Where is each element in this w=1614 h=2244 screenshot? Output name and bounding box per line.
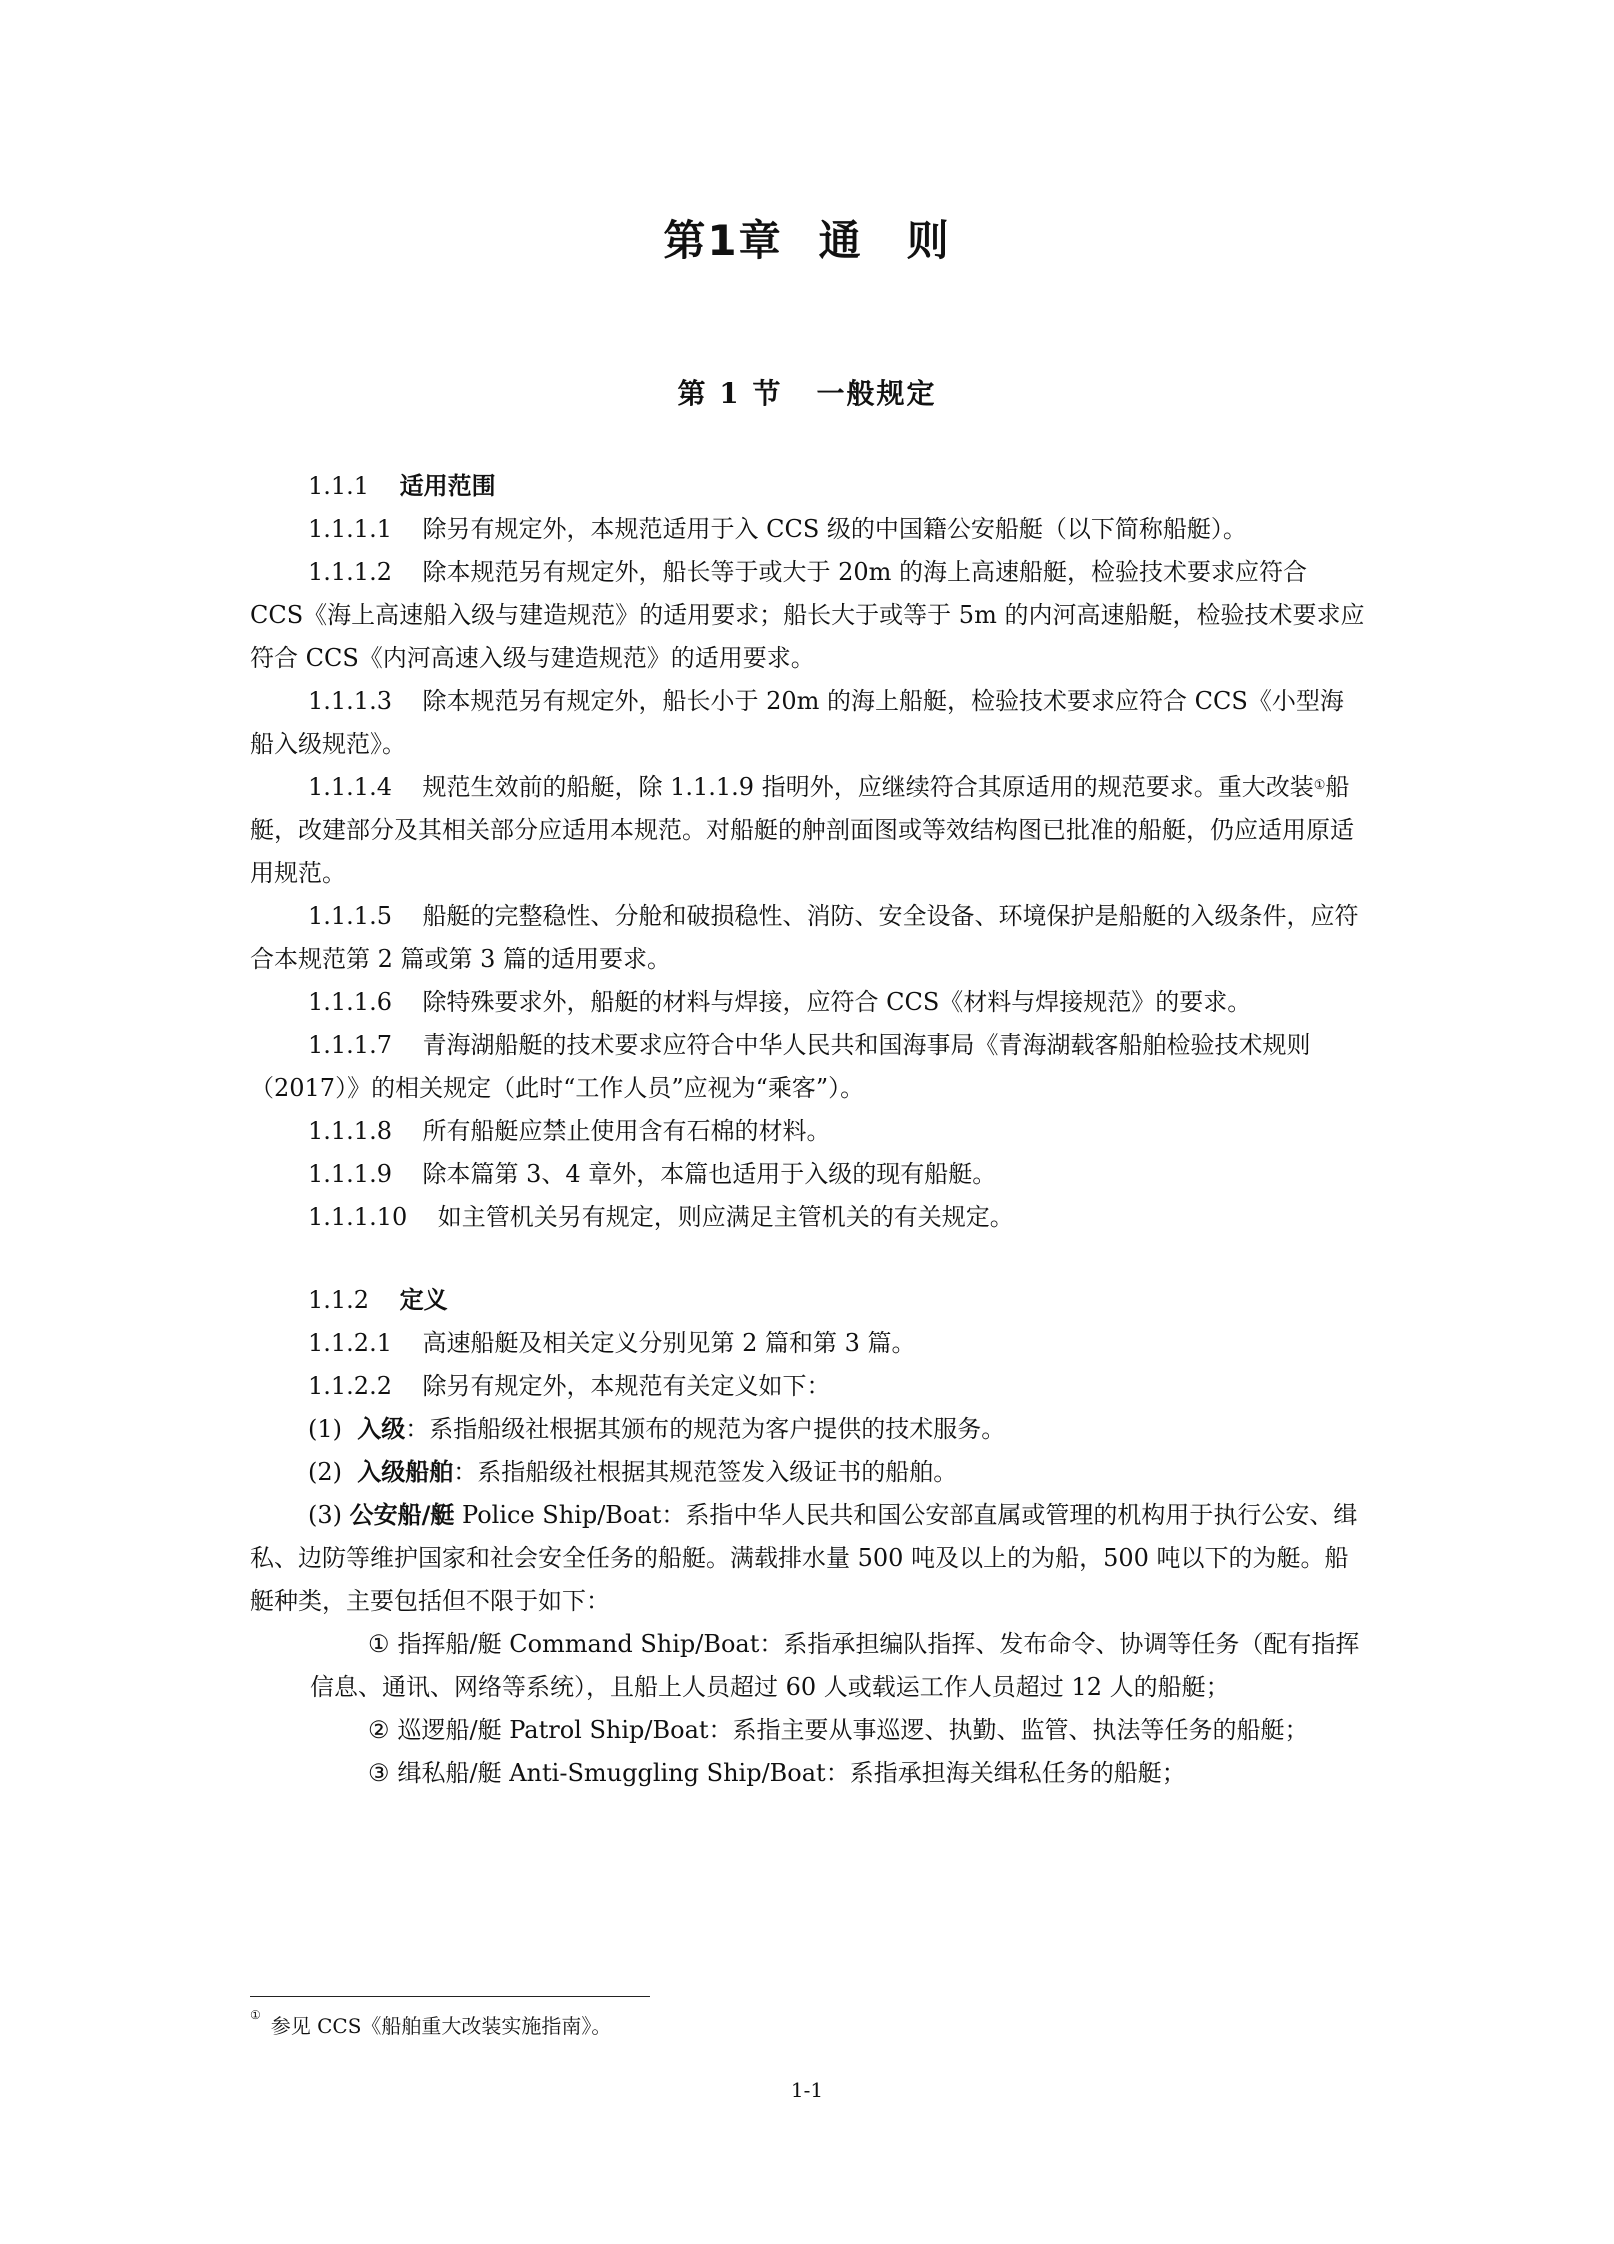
footnote-divider — [250, 1996, 650, 1997]
vessel-type-list — [250, 1623, 1365, 1795]
vessel-type-item-1: ① 指挥船/艇 Command Ship/Boat：系指承担编队指挥、发布命令、协调等任务（配有指挥信息、通讯、网络等系统），且船上人员超过 60 人或载运工作人员超过 12 人的船艇； — [310, 1630, 1360, 1701]
definition-term: 入级 — [357, 1415, 406, 1443]
footnote-mark: ① — [250, 2008, 261, 2022]
subsection-number: 1.1.1 — [308, 472, 370, 500]
section-number: 第 1 节 — [677, 377, 783, 410]
clause-1-1-1-10: 1.1.1.10 如主管机关另有规定，则应满足主管机关的有关规定。 — [308, 1203, 1014, 1231]
page-number: 1-1 — [790, 2078, 824, 2102]
clause-1-1-2-1: 1.1.2.1 高速船艇及相关定义分别见第 2 篇和第 3 篇。 — [308, 1329, 916, 1357]
definition-item-3: (3) 公安船/艇 Police Ship/Boat：系指中华人民共和国公安部直属或管理的机构用于执行公安、缉私、边防等维护国家和社会安全任务的船艇。满载排水量 500 吨及以上的为船，500 吨以下的为艇。船艇种类，主要包括但不限于如下： — [250, 1501, 1358, 1615]
subsection-heading-1-1-1 — [250, 465, 1365, 508]
chapter-title — [0, 208, 1614, 268]
definition-term: 入级船舶 — [357, 1458, 454, 1486]
clause-1-1-1-5: 1.1.1.5 船艇的完整稳性、分舱和破损稳性、消防、安全设备、环境保护是船艇的入级条件，应符合本规范第 2 篇或第 3 篇的适用要求。 — [250, 902, 1359, 973]
chapter-number: 第1章 — [663, 216, 783, 265]
vessel-type-item-3: ③ 缉私船/艇 Anti-Smuggling Ship/Boat：系指承担海关缉私任务的船艇； — [368, 1759, 1186, 1787]
subsection-title: 适用范围 — [399, 472, 496, 500]
document-body — [250, 465, 1365, 1795]
section-title — [0, 372, 1614, 412]
clause-1-1-2-2: 1.1.2.2 除另有规定外，本规范有关定义如下： — [308, 1372, 831, 1400]
chapter-name: 通 则 — [818, 216, 951, 265]
clause-1-1-1-9: 1.1.1.9 除本篇第 3、4 章外，本篇也适用于入级的现有船艇。 — [308, 1160, 997, 1188]
section-name: 一般规定 — [816, 377, 937, 410]
clause-1-1-1-4: 1.1.1.4 规范生效前的船艇，除 1.1.1.9 指明外，应继续符合其原适用的规范要求。重大改装①船艇，改建部分及其相关部分应适用本规范。对船艇的舯剖面图或等效结构图已批准的船艇，仍应适用原适用规范。 — [250, 773, 1354, 887]
subsection-number: 1.1.2 — [308, 1286, 370, 1314]
subsection-heading-1-1-2 — [250, 1279, 1365, 1322]
subsection-title: 定义 — [399, 1286, 448, 1314]
footnote-text: 参见 CCS《船舶重大改装实施指南》。 — [270, 2014, 612, 2038]
clause-1-1-1-2: 1.1.1.2 除本规范另有规定外，船长等于或大于 20m 的海上高速船艇，检验技术要求应符合 CCS《海上高速船入级与建造规范》的适用要求；船长大于或等于 5m 的内河高速船艇，检验技术要求应符合 CCS《内河高速入级与建造规范》的适用要求。 — [250, 558, 1365, 672]
clause-1-1-1-8: 1.1.1.8 所有船艇应禁止使用含有石棉的材料。 — [308, 1117, 831, 1145]
vessel-type-item-2: ② 巡逻船/艇 Patrol Ship/Boat：系指主要从事巡逻、执勤、监管、执法等任务的船艇； — [368, 1716, 1309, 1744]
footnote-reference[interactable]: ① — [1313, 778, 1326, 793]
clause-1-1-1-1: 1.1.1.1 除另有规定外，本规范适用于入 CCS 级的中国籍公安船艇（以下简称船艇）。 — [308, 515, 1247, 543]
definition-term: 公安船/艇 — [349, 1501, 455, 1529]
clause-1-1-1-6: 1.1.1.6 除特殊要求外，船艇的材料与焊接，应符合 CCS《材料与焊接规范》的要求。 — [308, 988, 1252, 1016]
clause-1-1-1-3: 1.1.1.3 除本规范另有规定外，船长小于 20m 的海上船艇，检验技术要求应符合 CCS《小型海船入级规范》。 — [250, 687, 1344, 758]
footnote — [250, 2010, 611, 2039]
definition-item-2: (2) 入级船舶：系指船级社根据其规范签发入级证书的船舶。 — [308, 1458, 958, 1486]
clause-1-1-1-7: 1.1.1.7 青海湖船艇的技术要求应符合中华人民共和国海事局《青海湖载客船舶检验技术规则（2017）》的相关规定（此时“工作人员”应视为“乘客”）。 — [250, 1031, 1311, 1102]
definition-item-1: (1) 入级：系指船级社根据其颁布的规范为客户提供的技术服务。 — [308, 1415, 1006, 1443]
